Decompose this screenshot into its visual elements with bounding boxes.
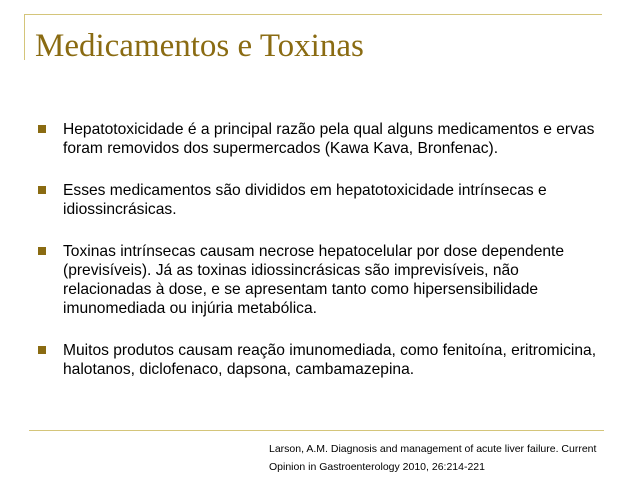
title-frame-left-rule	[24, 14, 25, 60]
bullet-text: Muitos produtos causam reação imunomediada, como fenitoína, eritromicina, halotanos, diclofenaco, dapsona, cambamazepina.	[63, 342, 597, 378]
bullet-text: Toxinas intrínsecas causam necrose hepatocelular por dose dependente (previsíveis). Já as toxinas idiossincrásicas são imprevisíveis, não relacionadas à dose, e se apresentam tanto como hipersensibilidade imunomediada ou injúria metabólica.	[63, 243, 565, 317]
bullet-text: Esses medicamentos são divididos em hepatotoxicidade intrínsecas e idiossincrásicas.	[63, 182, 547, 218]
reference-citation: Larson, A.M. Diagnosis and management of acute liver failure. Current Opinion in Gastroenterology 2010, 26:214-221	[269, 443, 597, 473]
bullet-list	[38, 120, 608, 402]
bullet-item	[38, 181, 608, 219]
square-bullet-icon	[38, 346, 46, 354]
footer-divider	[29, 430, 604, 431]
bullet-item	[38, 120, 608, 158]
square-bullet-icon	[38, 186, 46, 194]
square-bullet-icon	[38, 125, 46, 133]
square-bullet-icon	[38, 247, 46, 255]
title-frame-top-rule	[24, 14, 602, 15]
bullet-text: Hepatotoxicidade é a principal razão pela qual alguns medicamentos e ervas foram removidos dos supermercados (Kawa Kava, Bronfenac).	[63, 121, 595, 157]
bullet-item	[38, 242, 608, 318]
slide-title: Medicamentos e Toxinas	[35, 28, 364, 64]
bullet-item	[38, 341, 608, 379]
